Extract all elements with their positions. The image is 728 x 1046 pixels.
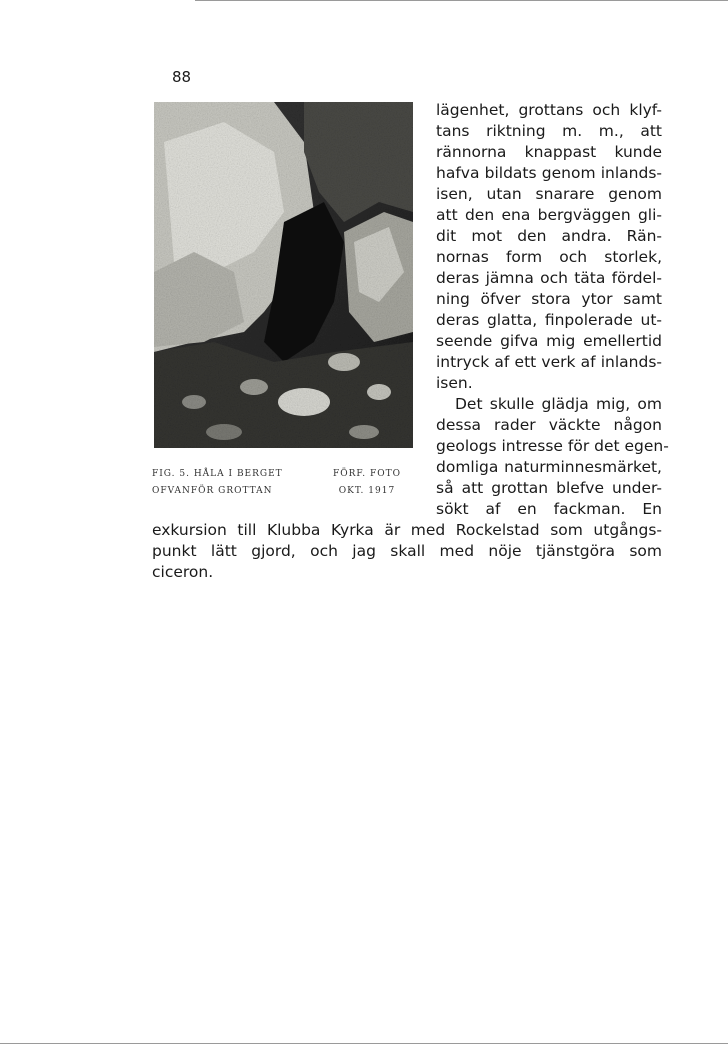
body-text-line: hafva bildats genom inlands- <box>436 164 662 182</box>
credit-line: FÖRF. FOTO <box>333 469 401 479</box>
body-text-line: geologs intresse för det egen- <box>436 437 669 455</box>
body-text-line: punkt lätt gjord, och jag skall med nöje tjänstgöra som <box>152 542 662 560</box>
body-text-line: rännorna knappast kunde <box>436 143 662 161</box>
figure-credit <box>333 466 401 500</box>
credit-line: OKT. 1917 <box>338 486 396 496</box>
body-text-line: ning öfver stora ytor samt <box>436 290 662 308</box>
body-text-line: intryck af ett verk af inlands- <box>436 353 662 371</box>
body-text-line: deras jämna och täta fördel- <box>436 269 662 287</box>
body-text-line: Det skulle glädja mig, om <box>455 395 662 413</box>
body-text-line: isen, utan snarare genom <box>436 185 662 203</box>
bottom-rule <box>0 1043 728 1044</box>
top-rule <box>195 0 728 1</box>
body-text-line: seende gifva mig emellertid <box>436 332 662 350</box>
body-text-line: deras glatta, finpolerade ut- <box>436 311 662 329</box>
body-text-line: dit mot den andra. Rän- <box>436 227 662 245</box>
figure-caption <box>152 466 283 500</box>
body-text-line: lägenhet, grottans och klyf- <box>436 101 662 119</box>
page-number: 88 <box>172 68 192 86</box>
body-text-line: nornas form och storlek, <box>436 248 662 266</box>
body-text-line: domliga naturminnesmärket, <box>436 458 662 476</box>
body-text-line: dessa rader väckte någon <box>436 416 662 434</box>
body-text-line: ciceron. <box>152 563 214 581</box>
body-text-line: isen. <box>436 374 473 392</box>
body-text-line: exkursion till Klubba Kyrka är med Rockelstad som utgångs- <box>152 521 662 539</box>
caption-line: OFVANFÖR GROTTAN <box>152 486 273 496</box>
body-text-line: sökt af en fackman. En <box>436 500 662 518</box>
body-text-line: att den ena bergväggen gli- <box>436 206 662 224</box>
figure-photo <box>154 102 413 448</box>
body-text-line: tans riktning m. m., att <box>436 122 662 140</box>
body-text-line: så att grottan blefve under- <box>436 479 662 497</box>
caption-line: FIG. 5. HÅLA I BERGET <box>152 469 283 479</box>
